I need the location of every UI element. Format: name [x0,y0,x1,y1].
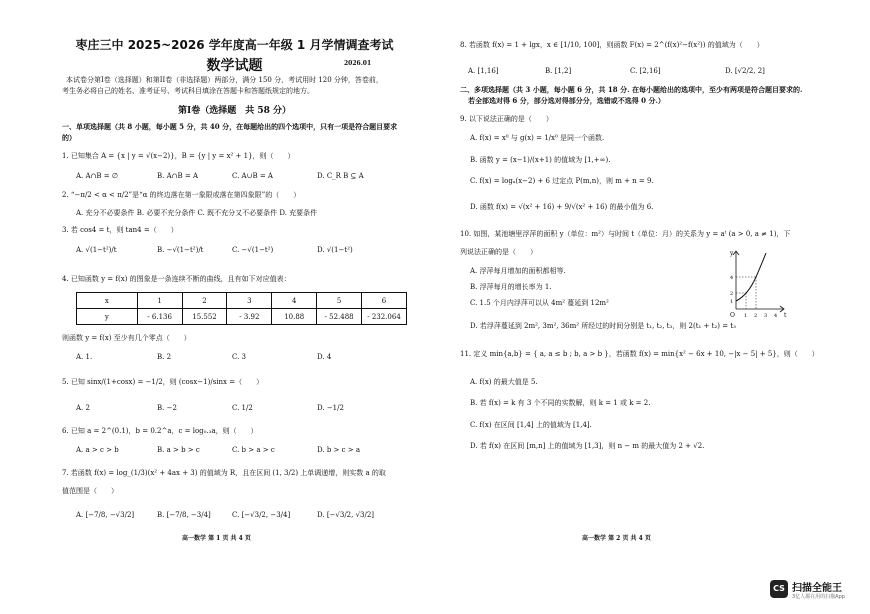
q4-tail: 则函数 y = f(x) 至少有几个零点（ ） [62,334,191,342]
exam-page-1 [62,0,407,560]
q11-option-b: B. 若 f(x) = k 有 3 个不同的实数解，则 k = 1 或 k = 2. [470,399,651,407]
q10-option-d: D. 若浮萍蔓延到 2m², 3m², 36m² 所经过的时间分别是 t₁, t₂, t₃，则 2(t₁ + t₂) = t₃ [470,322,736,330]
q11-option-a: A. f(x) 的最大值是 5. [470,378,538,386]
q7-option-b: B. [−7/8, −3/4] [157,511,211,519]
question-6: 6. 已知 a = 2^(0.1)，b = 0.2^a，c = log₀.₃a，则（ ） [62,427,258,435]
question-10: 10. 如图，某池塘里浮萍的面积 y（单位：m²）与时间 t（单位：月）的关系为 y = aᵗ (a > 0, a ≠ 1)，下 [460,230,791,238]
q10-tail: 列说法正确的是（ ） [460,248,537,256]
y-tick-label: 4 [730,275,734,281]
x-tick-label: 3 [764,313,768,319]
q3-option-c: C. −√(1−t²) [232,246,274,254]
q6-option-a: A. a > c > b [76,446,119,454]
x-tick-label: 2 [754,313,758,319]
q3-option-d: D. √(1−t²) [317,246,353,254]
scanner-watermark [770,576,870,606]
q4-option-a: A. 1. [76,353,93,361]
question-8: 8. 若函数 f(x) = 1 + lgx，x ∈ [1/10, 100]，则函数 F(x) = 2^(f(x)²−f(x²)) 的值域为（ ） [460,41,764,49]
question-4: 4. 已知函数 y = f(x) 的图象是一条连续不断的曲线，且有如下对应值表： [62,275,291,283]
table-cell: 3 [227,293,272,309]
exam-date: 2026.01 [344,60,372,67]
scanner-logo-icon: CS [770,580,788,598]
question-1: 1. 已知集合 A = {x | y = √(x−2)}，B = {y | y = x² + 1}，则（ ） [62,152,295,160]
question-9: 9. 以下说法正确的是（ ） [460,115,553,123]
scanner-tagline: 3亿人都在用的扫描App [792,594,845,600]
q6-option-d: D. b > c > a [317,446,361,454]
y-tick-label: 1 [730,299,734,305]
graph-x-label: t [784,312,787,319]
q7-option-c: C. [−√3/2, −3/4] [232,511,291,519]
table-header-x: x [77,293,138,309]
q5-option-a: A. 2 [76,404,90,412]
q4-option-b: B. 2 [157,353,172,361]
table-cell: - 232.064 [362,309,407,325]
part2-header-2: 若全部选对得 6 分，部分选对得部分分，选错或不选得 0 分.） [468,96,665,105]
q8-option-c: C. [2,16] [630,67,661,75]
q10-option-c: C. 1.5 个月内浮萍可以从 4m² 蔓延到 12m² [470,299,609,307]
part2-header: 二、多项选择题（共 3 小题，每小题 6 分，共 18 分. 在每小题给出的选项中，至少有两项是符合题目要求的. [460,85,803,94]
question-7: 7. 若函数 f(x) = log_(1/3)(x² + 4ax + 3) 的值域为 R，且在区间 (1, 3/2) 上单调递增，则实数 a 的取 [62,469,386,477]
q2-options: A. 充分不必要条件 B. 必要不充分条件 C. 既不充分又不必要条件 D. 充要条件 [76,209,318,217]
question-11: 11. 定义 min{a,b} = { a, a ≤ b ; b, a > b }，若函数 f(x) = min{x² − 6x + 10, −|x − 5| + 5}，则（ ） [460,350,819,358]
instructions-line-1: 本试卷分第I卷（选择题）和第II卷（非选择题）两部分，满分 150 分，考试用时 120 分钟，答卷前， [66,76,383,84]
q1-option-b: B. A∩B = A [157,172,199,180]
table-cell: 1 [137,293,182,309]
q3-option-b: B. −√(1−t²)/t [157,246,204,254]
q7-option-a: A. [−7/8, −√3/2] [76,511,135,519]
section-title: 第I卷（选择题 共 58 分） [177,106,291,116]
question-3: 3. 若 cos4 = t，则 tan4 =（ ） [62,226,178,234]
table-row-y [77,309,407,325]
table-cell: 2 [182,293,227,309]
q9-option-d: D. 函数 f(x) = √(x² + 16) + 9/√(x² + 16) 的最小值为 6. [470,203,654,211]
table-cell: 5 [317,293,362,309]
x-tick-label: 1 [744,313,748,319]
q10-option-b: B. 浮萍每月的增长率为 1. [470,283,552,291]
table-cell: 10.88 [272,309,317,325]
q1-option-c: C. A∪B = A [232,172,273,180]
q4-option-c: C. 3 [232,353,247,361]
q10-graph [728,247,788,319]
graph-origin-label: O [730,312,735,319]
q10-option-a: A. 浮萍每月增加的面积都相等. [470,267,566,275]
scanner-app-name: 扫描全能王 [792,583,842,594]
table-cell: 4 [272,293,317,309]
q8-option-a: A. [1,16] [468,67,499,75]
part1-header: 一、单项选择题（共 8 小题，每小题 5 分，共 40 分，在每题给出的四个选项中，只有一项是符合题目要求 [62,122,398,131]
table-cell: - 6.136 [137,309,182,325]
q11-option-c: C. f(x) 在区间 [1,4] 上的值域为 [1,4]. [470,421,592,429]
table-cell: - 3.92 [227,309,272,325]
q7-option-d: D. [−√3/2, √3/2] [317,511,375,519]
question-5: 5. 已知 sinx/(1+cosx) = −1/2，则 (cosx−1)/sinx =（ ） [62,378,264,386]
q4-option-d: D. 4 [317,353,332,361]
table-cell: 6 [362,293,407,309]
q9-option-c: C. f(x) = logₐ(x−2) + 6 过定点 P(m,n)，则 m + n = 9. [470,177,654,185]
graph-y-label: y [730,250,734,257]
page-footer-1: 高一数学 第 1 页 共 4 页 [182,535,251,542]
q1-option-a: A. A∩B = ∅ [76,172,118,180]
q3-option-a: A. √(1−t²)/t [76,246,117,254]
exam-title: 枣庄三中 2025~2026 学年度高一年级 1 月学情调查考试 [75,38,394,52]
q5-option-c: C. 1/2 [232,404,253,412]
q9-option-b: B. 函数 y = (x−1)/(x+1) 的值域为 [1,+∞). [470,156,611,164]
table-cell: - 52.488 [317,309,362,325]
q8-option-b: B. [1,2] [545,67,572,75]
q11-option-d: D. 若 f(x) 在区间 [m,n] 上的值域为 [1,3]，则 n − m 的最大值为 2 + √2. [470,442,705,450]
q8-option-d: D. [√2/2, 2] [725,67,765,75]
y-tick-label: 2 [730,291,734,297]
page-footer-2: 高一数学 第 2 页 共 4 页 [582,535,651,542]
q6-option-b: B. a > b > c [157,446,200,454]
exam-subtitle: 数学试题 [206,58,263,74]
table-row-x [77,293,407,309]
question-2: 2. “−π/2 < α < π/2”是“α 的终边落在第一象限或落在第四象限”的（ ） [62,191,301,199]
x-tick-label: 4 [774,313,778,319]
part1-header-2: 的） [62,133,76,142]
instructions-line-2: 考生务必将自己的姓名、准考证号、考试科目填涂在答题卡和答题纸规定的地方。 [62,87,314,95]
q5-option-d: D. −1/2 [317,404,344,412]
q9-option-a: A. f(x) = x⁰ 与 g(x) = 1/x⁰ 是同一个函数. [470,134,605,142]
table-cell: 15.552 [182,309,227,325]
q6-option-c: C. b > a > c [232,446,275,454]
q1-option-d: D. C_R B ⊆ A [317,172,364,180]
q5-option-b: B. −2 [157,404,177,412]
value-table [76,292,407,325]
table-header-y: y [77,309,138,325]
q7-tail: 值范围是（ ） [62,487,118,495]
